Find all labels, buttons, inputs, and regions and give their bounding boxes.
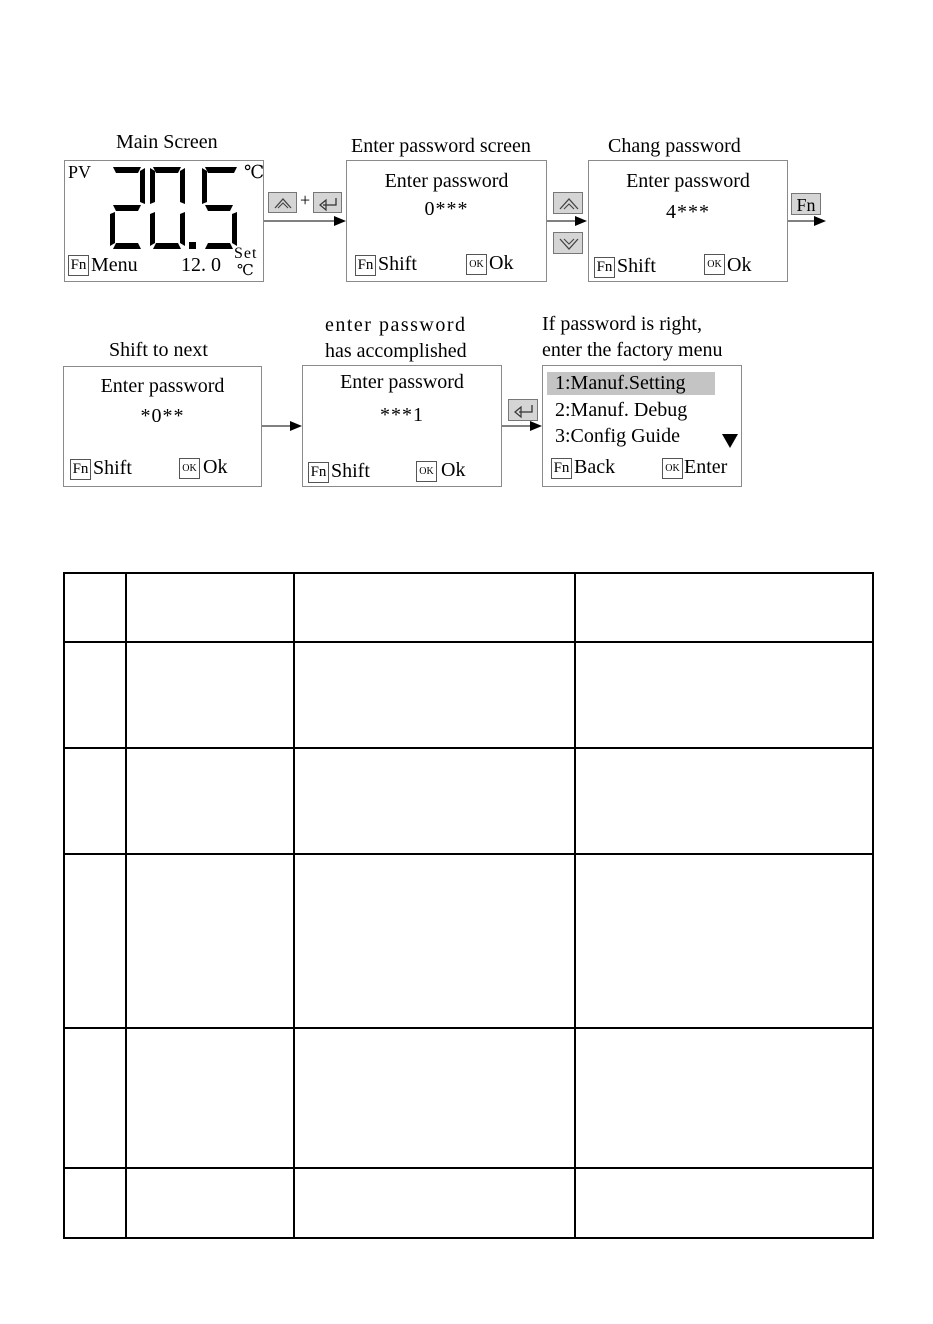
table-cell — [575, 573, 873, 642]
caption-accomplished-line1: enter password — [325, 314, 467, 336]
table-cell — [294, 748, 575, 854]
flow-arrow — [547, 214, 589, 228]
scroll-down-icon — [722, 434, 738, 448]
up-arrow-icon — [269, 193, 298, 214]
flow-arrow — [788, 214, 828, 228]
ok-label: Ok — [203, 456, 228, 478]
caption-accomplished-line2: has accomplished — [325, 340, 467, 362]
table-cell — [294, 573, 575, 642]
ok-label: Ok — [727, 254, 752, 276]
table-cell — [126, 573, 294, 642]
table-cell — [294, 642, 575, 748]
table-cell — [64, 642, 126, 748]
enter-button[interactable] — [508, 399, 538, 421]
shift-screen — [63, 366, 262, 487]
set-label: Set — [234, 245, 258, 262]
fn-key-icon: Fn — [551, 458, 572, 479]
ok-key-icon: OK — [416, 461, 437, 482]
table-cell — [294, 1168, 575, 1238]
unit-celsius-label: ℃ — [244, 162, 265, 182]
table-cell — [294, 854, 575, 1028]
ok-label: Ok — [441, 459, 466, 481]
menu-item-manuf-debug[interactable]: 2:Manuf. Debug — [555, 399, 688, 421]
menu-item-manuf-setting[interactable]: 1:Manuf.Setting — [547, 372, 715, 395]
enter-return-icon — [314, 193, 343, 214]
table-cell — [126, 1028, 294, 1168]
table-cell — [294, 1028, 575, 1168]
password-value: *0** — [140, 405, 185, 427]
fn-key-icon: Fn — [308, 462, 329, 483]
table-cell — [64, 854, 126, 1028]
back-label: Back — [574, 456, 616, 478]
table-row — [64, 748, 873, 854]
table-cell — [64, 573, 126, 642]
table-cell — [126, 854, 294, 1028]
parameter-table — [63, 572, 874, 1239]
table-cell — [64, 748, 126, 854]
table-row — [64, 1168, 873, 1238]
table-cell — [575, 1028, 873, 1168]
caption-shift-to-next: Shift to next — [109, 339, 208, 361]
caption-enter-password-screen: Enter password screen — [351, 135, 531, 157]
fn-key-icon: Fn — [355, 255, 376, 276]
password-value: 0*** — [424, 198, 469, 220]
table-row — [64, 1028, 873, 1168]
ok-key-icon: OK — [662, 458, 683, 479]
fn-key-icon: Fn — [594, 257, 615, 278]
screen-title: Enter password — [626, 170, 750, 192]
caption-main-screen: Main Screen — [116, 131, 218, 153]
table-row — [64, 642, 873, 748]
shift-label: Shift — [378, 253, 417, 275]
flow-arrow — [264, 214, 348, 228]
table-row — [64, 573, 873, 642]
table-row — [64, 854, 873, 1028]
up-button[interactable] — [553, 192, 583, 214]
shift-label: Shift — [617, 255, 656, 277]
plus-sign: + — [300, 190, 311, 210]
table-cell — [64, 1028, 126, 1168]
down-button[interactable] — [553, 232, 583, 254]
fn-button[interactable]: Fn — [791, 193, 821, 215]
up-button[interactable] — [268, 192, 297, 213]
table-cell — [126, 1168, 294, 1238]
password-value: ***1 — [380, 404, 424, 426]
accomplished-screen — [302, 365, 502, 487]
enter-password-screen — [346, 160, 547, 282]
ok-key-icon: OK — [466, 254, 487, 275]
table-cell — [575, 748, 873, 854]
ok-label: Ok — [489, 252, 514, 274]
caption-right-line2: enter the factory menu — [542, 339, 723, 361]
shift-label: Shift — [93, 457, 132, 479]
change-password-screen — [588, 160, 788, 282]
table-cell — [126, 642, 294, 748]
pv-label: PV — [68, 162, 92, 182]
set-unit-label: ℃ — [237, 263, 254, 279]
down-arrow-icon — [554, 233, 584, 255]
main-screen-display — [64, 160, 264, 282]
ok-key-icon: OK — [704, 254, 725, 275]
seven-segment-display — [109, 167, 247, 249]
table-cell — [575, 1168, 873, 1238]
table-cell — [575, 642, 873, 748]
table-cell — [126, 748, 294, 854]
caption-right-line1: If password is right, — [542, 313, 702, 335]
caption-chang-password: Chang password — [608, 135, 741, 157]
flow-arrow — [502, 419, 544, 433]
shift-label: Shift — [331, 460, 370, 482]
fn-key-icon: Fn — [68, 255, 89, 276]
menu-item-config-guide[interactable]: 3:Config Guide — [555, 425, 680, 447]
table-cell — [575, 854, 873, 1028]
ok-key-icon: OK — [179, 458, 200, 479]
enter-label: Enter — [684, 456, 728, 478]
table-cell — [64, 1168, 126, 1238]
fn-key-icon: Fn — [70, 459, 91, 480]
screen-title: Enter password — [100, 375, 225, 397]
up-arrow-icon — [554, 193, 584, 215]
screen-title: Enter password — [384, 170, 509, 192]
flow-arrow — [262, 419, 304, 433]
screen-title: Enter password — [340, 371, 464, 393]
factory-menu-screen — [542, 365, 742, 487]
set-value: 12. 0 — [181, 254, 221, 276]
menu-label: Menu — [91, 254, 138, 276]
password-value: 4*** — [666, 201, 710, 223]
enter-button[interactable] — [313, 192, 342, 213]
